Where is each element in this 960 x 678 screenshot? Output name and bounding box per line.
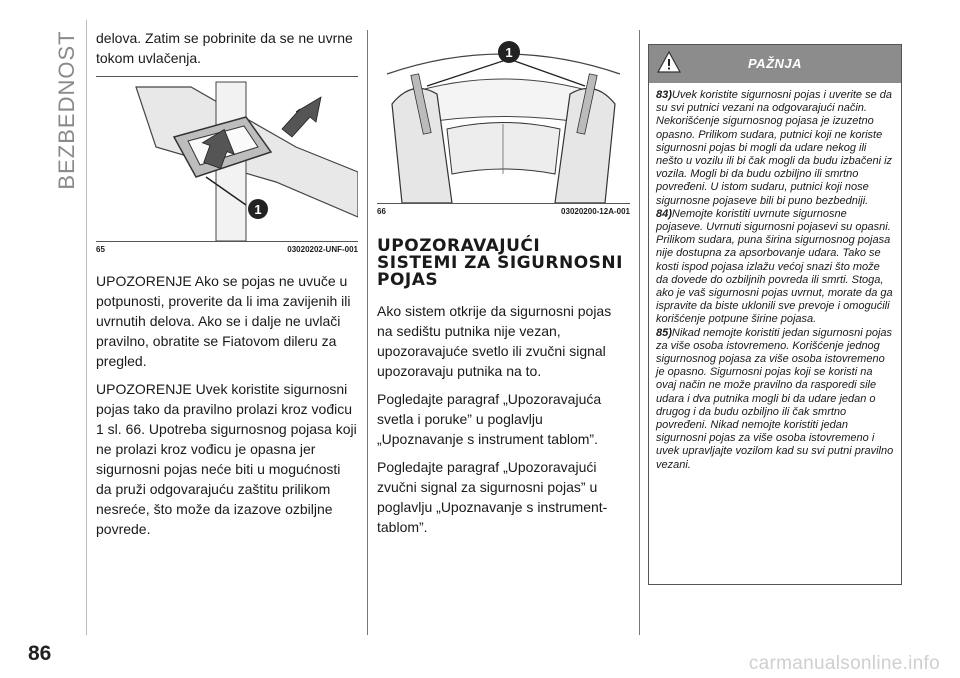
- car-interior-illustration: [377, 34, 630, 203]
- watermark: carmanualsonline.info: [748, 653, 940, 674]
- warning-header: [649, 45, 901, 83]
- figure-65-code: 03020202-UNF-001: [287, 245, 358, 254]
- figure-66-callout: 1: [505, 45, 513, 60]
- figure-66-bottom-rule: [377, 203, 630, 204]
- warning-item-84: [656, 208, 895, 327]
- figure-65-caption: [96, 245, 358, 254]
- column-divider-1: [367, 30, 368, 635]
- warning-item-text: Nemojte koristiti uvrnute sigurnosne pojaseve. Uvrnuti sigurnosni pojasevi su opasni. Prilikom sudara, puna širina sigurnosnog pojasa nije dostupna za apsorbovanje udara. Tako se kosti ispod pojasa izlažu većoj snazi što može da dovede do ozbiljnih povreda ili smrti. Stoga, ako je vaš sigurnosni pojas uvrnut, morate da ga ispravite da biste uklonili sve prevoje i omogućili korišćenje potpune širine pojasa.: [656, 207, 893, 326]
- section-paragraph-3: Pogledajte paragraf „Upozoravajući zvučni signal za sigurnosni pojas” u poglavlju „Upoznavanje s instrument-tablom”.: [377, 459, 608, 535]
- warning-item-number: 84): [656, 207, 672, 220]
- figure-65-number: 65: [96, 245, 105, 254]
- warning-item-text: Nikad nemojte koristiti jedan sigurnosni pojas za više osoba istovremeno. Korišćenje jednog sigurnosnog pojasa za više osoba istovremeno je opasno. Sigurnosni pojas koji se koristi na ovaj način ne može pravilno da rasporedi sile udara i dva putnika mogli bi da udare jedan o drugog i da budu ozbiljno ili čak smrtno povređeni. Nikad nemojte koristiti jedan sigurnosni pojas za više osoba istovremeno i uvek upravljajte vozilom kad su svi putni pravilno vezani.: [656, 326, 894, 471]
- section-title-line-3: POJAS: [377, 270, 439, 290]
- chapter-title: [52, 30, 82, 190]
- figure-65: [96, 77, 358, 241]
- section-paragraph-2: Pogledajte paragraf „Upozoravajuća svetla i poruke” u poglavlju „Upoznavanje s instrument tablom”.: [377, 391, 602, 447]
- warning-item-text: Uvek koristite sigurnosni pojas i uverite se da su svi putnici vezani na odgovarajući način. Nekorišćenje sigurnosnog pojasa je izuzetno opasno. Prilikom sudara, putnici koji ne koriste sigurnosni pojas bi mogli da udare nekog ili nešto u vozilu ili bi čak mogli da budu izbačeni iz vozila. Mogli bi da budu ozbiljno ili smrtno povređeni. U istom sudaru, putnici koji nose sigurnosne pojaseve bili bi puno bezbedniji.: [656, 89, 893, 207]
- chapter-title-text: BEZBEDNOST: [54, 30, 79, 190]
- warning-item-85: [656, 327, 895, 472]
- page-number: 86: [28, 642, 52, 665]
- figure-65-callout: 1: [254, 202, 262, 217]
- section-title: [377, 238, 630, 289]
- warning-item-number: 85): [656, 326, 672, 339]
- figure-66: [377, 34, 630, 203]
- warning-title: PAŽNJA: [747, 56, 803, 71]
- warning-body: [649, 83, 901, 472]
- figure-66-number: 66: [377, 207, 386, 216]
- intro-paragraph: delova. Zatim se pobrinite da se ne uvrne tokom uvlačenja.: [96, 30, 353, 66]
- warning-box: [648, 44, 902, 585]
- warning-item-83: [656, 89, 895, 208]
- seat-belt-buckle-illustration: [96, 77, 358, 241]
- section-title-line-2: SISTEMI ZA SIGURNOSNI: [377, 253, 623, 273]
- figure-65-bottom-rule: [96, 241, 358, 242]
- warning-paragraph-2: UPOZORENJE Uvek koristite sigurnosni pojas tako da pravilno prolazi kroz vođicu 1 sl. 66. Upotreba sigurnosnog pojasa koji ne prolazi kroz vođicu je opasna jer sigurnosni pojas neće biti u mogućnosti da pruži odgovarajuću zaštitu prilikom nesreće, što može da izazove ozbiljne povrede.: [96, 381, 357, 537]
- figure-66-caption: [377, 207, 630, 216]
- section-paragraph-1: Ako sistem otkrije da sigurnosni pojas na sedištu putnika nije vezan, upozoravajuće svetlo ili zvučni signal upozoravaju putnika na to.: [377, 303, 612, 379]
- side-divider: [86, 20, 87, 635]
- column-1: [96, 28, 358, 539]
- warning-paragraph-1: UPOZORENJE Ako se pojas ne uvuče u potpunosti, proverite da li ima zavijenih ili uvrnutih delova. Ako se i dalje ne uvlači pravilno, obratite se Fiatovom dileru za pregled.: [96, 273, 351, 369]
- section-title-line-1: UPOZORAVAJUĆI: [377, 236, 541, 256]
- figure-66-code: 03020200-12A-001: [561, 207, 630, 216]
- column-2: [377, 34, 630, 537]
- column-divider-2: [639, 30, 640, 635]
- warning-item-number: 83): [656, 89, 672, 101]
